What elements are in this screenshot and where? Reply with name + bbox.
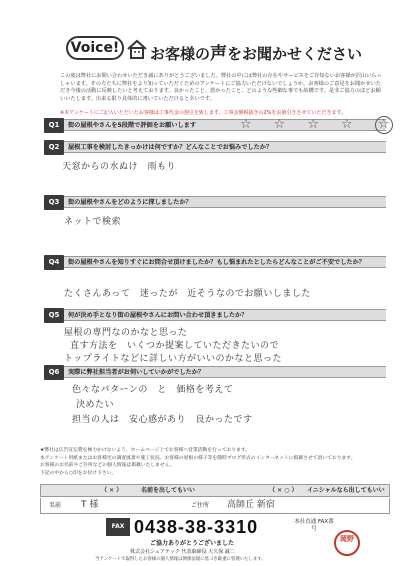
question-4: Q4 街の屋根やさんを知りすぐにお問合せ頂けましたか？もし悩まれたとしたらどんなことがご不安でしたか？ — [44, 256, 386, 268]
question-6: Q6 実際に弊社担当者がお伺いしていかがでしたか？ — [44, 366, 386, 378]
question-3: Q3 街の屋根やさんをどのように探しましたか？ — [44, 196, 386, 208]
thanks-text: ご協力ありがとうございました — [150, 540, 235, 547]
fax-block — [106, 516, 356, 538]
name-value: T 様 — [81, 500, 99, 510]
answer-q4: たくさんあって 迷ったが 近そうなのでお願いしました — [64, 289, 311, 299]
page-title: お客様の声をお聞かせください — [150, 44, 363, 64]
company-info: 株式会社シェアテック 代表取締役 大久保 誠二 — [130, 549, 235, 555]
rating-stars — [240, 118, 393, 134]
answer-q5-line1: 屋根の専門なのかなと思った — [64, 328, 188, 338]
question-1: Q1 街の屋根やさんを5段階で評価をお願いします — [44, 119, 386, 131]
question-2: Q2 屋根工事を検討したきっかけは何ですか？どんなことでお悩みでしたか？ — [44, 141, 386, 153]
fax-label: 本社直通 FAX番号 — [294, 519, 334, 532]
answer-q6-line2: 決めたい — [76, 400, 115, 410]
name-permission-options: （ ✕ ） 名前を出してもいい （ ✕ ○ ） イニシャルなら出してもいい — [40, 484, 390, 497]
fax-icon: FAX — [106, 518, 130, 536]
intro-text: この度は弊社にお問い合わせいただき誠にありがとうございました。弊社の中には弊社の存在やサービスをご存知ないお客様が沢山いらっしゃいます。その方たちに弊社をより知っていただくためのアンケートにご協力いただけないでしょうか。お客様のご意見をお聞かせいただき今後の活動に反映したいと考えております。良かったこと、悪かったこと、どのような些細な事でも結構です。是非ご協力のほどお願いいたします。出来る限り具体的に書いていただけると幸いです。 — [60, 73, 382, 102]
answer-q2: 天窓からの水ぬけ 雨もり — [62, 162, 177, 172]
star-icon-selected: ☆ — [375, 116, 393, 134]
question-5: Q5 何が決め手となり街の屋根やさんにお問い合わせ頂きましたか？ — [44, 309, 386, 321]
answer-q6-line3: 担当の人は 安心感があり 良かったです — [72, 415, 253, 425]
answer-q3: ネットで検索 — [64, 217, 122, 227]
discount-note: ※本アンケートにご記入いただいたお客様は工事代金の割引を致します。工事金額税抜きの2%をお値引きさせていただきます。 — [60, 110, 347, 116]
seal-stamp: 岡野 — [334, 530, 360, 556]
voice-badge: Voice! — [66, 36, 124, 60]
answer-q5-line2: 直す方法を いくつか提案していただきたいので — [70, 341, 280, 351]
name-address-row — [40, 498, 390, 514]
star-icon: ☆ — [273, 117, 286, 132]
footer-notes: ★弊社は広告宣伝費を極力かけないよう、ホームページ上でお客様へ営業活動を行っております。 本アンケート用紙またはお客様宅の調査風景や施工状況、お客様の屋根の様子等を随時ブログ形式のインターネットに掲載させて頂いております。 お客様のお名前やご住所などの個人情報は掲載いたしません。 下記の中から○印をお付け下さい。 — [40, 448, 356, 476]
house-icon — [126, 38, 148, 60]
star-icon: ☆ — [340, 117, 353, 132]
privacy-note: 当アンケートで取得したお客様の個人情報は関係法規に基づき厳重に管理いたします。 — [95, 557, 266, 562]
star-icon: ☆ — [240, 117, 252, 132]
answer-q5-line3: トップライトなどに詳しい方がいいのかなと思った — [64, 354, 282, 364]
star-icon: ☆ — [307, 117, 319, 132]
address-value: 高師丘 新宿 — [227, 500, 275, 510]
answer-q6-line1: 色々なパターンの と 価格を考えて — [72, 385, 234, 395]
header — [0, 0, 400, 70]
address-label: ご住所 — [191, 502, 210, 509]
fax-number: 0438-38-3310 — [134, 517, 259, 537]
name-label: 名前 — [49, 502, 62, 509]
